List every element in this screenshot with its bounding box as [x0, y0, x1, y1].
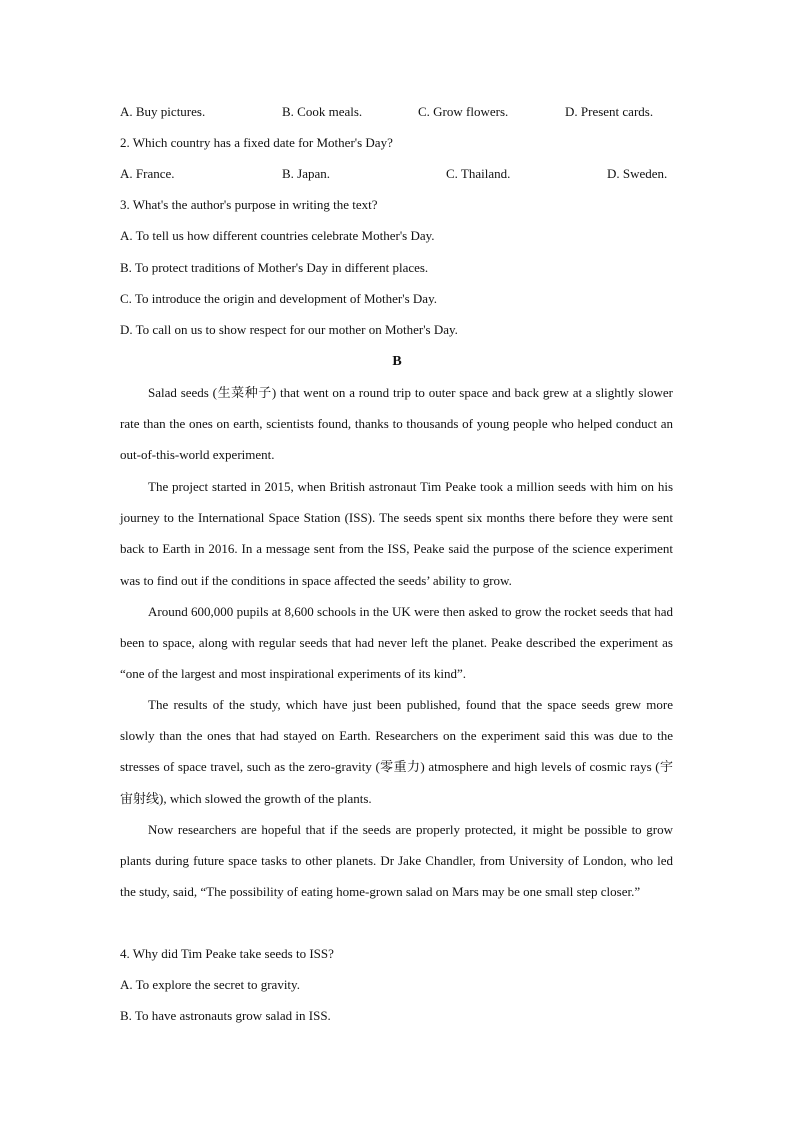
q2-option-c: C. Thailand.: [446, 166, 511, 181]
q2-stem: 2. Which country has a fixed date for Mother's Day?: [120, 135, 393, 150]
q1-option-c: C. Grow flowers.: [418, 104, 509, 119]
q3-stem: 3. What's the author's purpose in writing the text?: [120, 197, 378, 212]
q3-option-b: B. To protect traditions of Mother's Day in different places.: [120, 260, 429, 275]
q4-stem: 4. Why did Tim Peake take seeds to ISS?: [120, 946, 334, 961]
q1-option-b: B. Cook meals.: [282, 104, 363, 119]
q2-option-d: D. Sweden.: [607, 166, 668, 181]
q4-option-a: A. To explore the secret to gravity.: [120, 977, 300, 992]
q1-option-d: D. Present cards.: [565, 104, 654, 119]
q3-option-c: C. To introduce the origin and development of Mother's Day.: [120, 291, 437, 306]
passage-paragraph-5: Now researchers are hopeful that if the seeds are properly protected, it might be possible to grow plants during future space tasks to other planets. Dr Jake Chandler, from University of London, who led the study, said, “The possibility of eating home-grown salad on Mars may be one small step closer.”: [120, 822, 673, 900]
q3-option-a: A. To tell us how different countries celebrate Mother's Day.: [120, 228, 435, 243]
q2-option-b: B. Japan.: [282, 166, 331, 181]
passage-paragraph-4: The results of the study, which have just been published, found that the space seeds grew more slowly than the ones that had stayed on Earth. Researchers on the experiment said this was due to the stresses of space travel, such as the zero-gravity (零重力) atmosphere and high levels of cosmic rays (宇宙射线), which slowed the growth of the plants.: [120, 697, 673, 806]
passage-paragraph-1: Salad seeds (生菜种子) that went on a round trip to outer space and back grew at a slightly slower rate than the ones on earth, scientists found, thanks to thousands of young people who helped conduct an out-of-this-world experiment.: [120, 385, 673, 463]
passage-paragraph-3: Around 600,000 pupils at 8,600 schools in the UK were then asked to grow the rocket seeds that had been to space, along with regular seeds that had never left the planet. Peake described the experiment as “one of the largest and most inspirational experiments of its kind”.: [120, 604, 673, 682]
q1-option-a: A. Buy pictures.: [120, 104, 206, 119]
section-title: B: [392, 354, 402, 369]
q4-option-b: B. To have astronauts grow salad in ISS.: [120, 1008, 331, 1023]
passage-paragraph-2: The project started in 2015, when British astronaut Tim Peake took a million seeds with him on his journey to the International Space Station (ISS). The seeds spent six months there before they were sent back to Earth in 2016. In a message sent from the ISS, Peake said the purpose of the science experiment was to find out if the conditions in space affected the seeds’ ability to grow.: [120, 479, 673, 588]
q3-option-d: D. To call on us to show respect for our mother on Mother's Day.: [120, 322, 458, 337]
q2-option-a: A. France.: [120, 166, 175, 181]
